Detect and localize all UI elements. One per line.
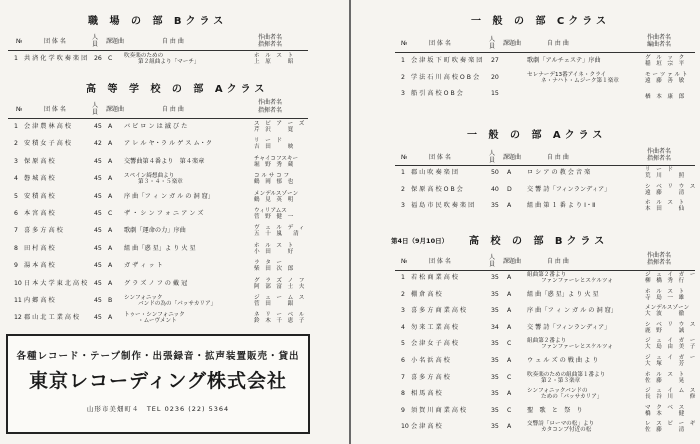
conductor-name: 菅 野 健 一 xyxy=(254,214,294,220)
group-name: 相 馬 高 校 xyxy=(411,390,442,398)
composer-name: チャイコフスキー xyxy=(254,155,299,162)
col-set-piece: 課題曲 xyxy=(106,106,125,113)
free-piece-title: ア レ ル ヤ・ラ ル ゲ ス ム・ク xyxy=(124,140,213,148)
group-name: 会 津 農 林 高 校 xyxy=(24,123,71,130)
table-row xyxy=(395,372,695,384)
group-name: 湯 本 高 校 xyxy=(24,262,55,270)
set-piece-code: A xyxy=(108,262,113,270)
free-piece-title: ガ ザ ィ ッ ト xyxy=(124,262,163,270)
conductor-name: 芹 沢 寛 xyxy=(254,127,294,133)
free-piece-title: 序 曲「フ ィ ン ガ ル の 洞 窟」 xyxy=(124,192,214,200)
table-row xyxy=(395,184,695,196)
free-piece-title: 序 曲「フ ィ ン ガ ル の 洞 窟」 xyxy=(527,307,617,315)
row-number: 3 xyxy=(401,90,405,97)
composer-name: ス ピ ア ー ズ xyxy=(254,121,305,127)
table-row xyxy=(395,421,695,433)
free-piece-title: 交響曲第４番より 第４楽章 xyxy=(124,157,205,165)
composer-name: メンデルスゾーン xyxy=(645,305,690,312)
free-piece-title: 組曲第２番より xyxy=(527,272,567,278)
row-number: 6 xyxy=(14,210,18,217)
table-row xyxy=(395,322,695,334)
row-number: 3 xyxy=(401,307,405,315)
row-number: 9 xyxy=(401,406,405,414)
col-conductor: 指揮者名 xyxy=(647,259,672,266)
row-number: 5 xyxy=(14,192,18,200)
free-piece-title: トゥー・シンフォニック xyxy=(124,312,185,319)
group-name: 喜 多 方 商 業 高 校 xyxy=(411,307,467,315)
member-count: 45 xyxy=(94,297,102,304)
table-row xyxy=(395,200,695,212)
col-set-piece: 課題曲 xyxy=(503,154,522,161)
member-count: 34 xyxy=(491,323,499,331)
member-count: 45 xyxy=(94,192,102,200)
member-count: 42 xyxy=(94,140,102,148)
free-piece-title: ウ ェ ル ズ の 戦 曲 よ り xyxy=(527,357,599,364)
free-piece-title: 吹奏楽のための組曲第１番より xyxy=(527,371,606,378)
row-number: 12 xyxy=(14,314,22,322)
row-number: 5 xyxy=(401,340,405,348)
set-piece-code: A xyxy=(108,175,113,183)
conductor-name: 遠 藤 清 xyxy=(645,189,685,196)
conductor-name: 寺 島 一 雄 xyxy=(645,294,685,301)
day-label: 第4日（9月10日） xyxy=(391,237,449,245)
table-row xyxy=(395,55,695,67)
section-title-highschool-b: 高 校 の 部 Bクラス xyxy=(469,236,609,247)
ad-company-name: 東京レコーディング株式会社 xyxy=(28,370,288,392)
row-number: 2 xyxy=(401,185,405,193)
group-name: 安 積 高 校 xyxy=(24,192,55,200)
member-count: 45 xyxy=(94,244,102,252)
member-count: 35 xyxy=(491,423,499,431)
table-row xyxy=(8,295,308,307)
composer-name: リ ー ド xyxy=(254,138,282,145)
col-no: № xyxy=(16,38,23,45)
group-name: 若 松 商 業 高 校 xyxy=(411,274,458,281)
col-count: 人員 xyxy=(92,102,99,116)
member-count: 27 xyxy=(491,57,499,64)
ad-services: 各種レコード・テープ制作・出張録音・拡声装置販売・貸出 xyxy=(16,351,300,362)
row-number: 7 xyxy=(14,227,18,235)
col-group: 団 体 名 xyxy=(44,38,66,45)
col-free-piece: 自 由 曲 xyxy=(547,154,569,161)
row-number: 2 xyxy=(401,290,405,298)
member-count: 35 xyxy=(491,340,499,348)
row-number: 4 xyxy=(14,175,18,183)
free-piece-subtitle: ファンファーレとスケルツォ xyxy=(541,344,613,351)
row-number: 1 xyxy=(401,169,405,176)
set-piece-code: A xyxy=(507,357,512,364)
ad-address: 山形市美畑町４ TEL 0236 (22) 5364 xyxy=(86,405,230,413)
free-piece-title: グ ラ ズ ノ フ の 戴 冠 xyxy=(124,279,188,287)
member-count: 35 xyxy=(491,406,499,414)
conductor-name: 佐 藤 清 xyxy=(645,427,685,434)
composer-name: ホ ル ス ト xyxy=(254,242,294,249)
col-group: 団 体 名 xyxy=(429,40,451,47)
section-title-workplace-b: 職 場 の 部 Bクラス xyxy=(88,16,228,27)
conductor-name: 鶴 見 英 明 xyxy=(254,196,294,203)
set-piece-code: D xyxy=(507,185,512,193)
table-row xyxy=(395,305,695,317)
free-piece-subtitle: ための「パッサカリア」 xyxy=(541,394,603,401)
member-count: 45 xyxy=(94,279,102,287)
composer-name: ホ ル ス ト xyxy=(645,371,685,378)
member-count: 20 xyxy=(491,73,499,81)
group-name: 須 賀 川 商 業 高 校 xyxy=(411,406,467,414)
set-piece-code: A xyxy=(507,169,512,176)
member-count: 35 xyxy=(491,274,499,281)
col-composer: 作曲者名 xyxy=(647,34,672,41)
conductor-name: 楢 本 康 郎 xyxy=(645,94,685,100)
conductor-name: 大 波 徹 xyxy=(645,311,685,318)
composer-name: ジ ェ イ ム ス xyxy=(645,388,696,395)
free-piece-title: 聖 歌 と 祭 り xyxy=(527,406,583,414)
set-piece-code: A xyxy=(507,323,512,331)
member-count: 45 xyxy=(94,210,102,217)
free-piece-title: 組 曲「惑 星」よ り 火 星 xyxy=(527,290,599,298)
composer-name: メンデルスゾーン xyxy=(254,190,299,197)
composer-name: ジ ェ イ ガ ー xyxy=(645,272,696,278)
group-name: 喜 多 方 高 校 xyxy=(411,373,450,381)
free-piece-title: ロ シ ア の 教 会 音 楽 xyxy=(527,169,591,176)
row-number: 3 xyxy=(401,202,405,209)
group-name: 日 本 大 学 東 北 高 校 xyxy=(24,279,88,287)
set-piece-code: A xyxy=(108,227,113,235)
group-name: 田 村 高 校 xyxy=(24,244,55,252)
group-name: 勿 来 工 業 高 校 xyxy=(411,323,458,331)
col-no: № xyxy=(401,258,408,265)
group-name: 郡 山 北 工 業 高 校 xyxy=(24,314,80,322)
row-number: 10 xyxy=(401,423,409,431)
table-row xyxy=(395,72,695,84)
composer-name: ジ ェ イ ガ ー xyxy=(645,338,696,345)
composer-name: コ ル サ コ フ xyxy=(254,173,290,180)
right-page xyxy=(351,0,700,444)
col-free-piece: 自 由 曲 xyxy=(547,40,569,47)
conductor-name: 五 十 嵐 清 xyxy=(254,231,299,238)
col-no: № xyxy=(401,154,408,161)
conductor-name: 柴 田 次 郎 xyxy=(254,266,294,273)
free-piece-title: 歌劇「運命の力」序曲 xyxy=(124,227,186,235)
set-piece-code: A xyxy=(507,202,512,209)
col-count: 人員 xyxy=(489,254,496,268)
conductor-name: 菅 田 銀 xyxy=(254,301,294,307)
conductor-name: 長 谷 川 修 xyxy=(645,394,696,401)
free-piece-subtitle: ネ・ナハト・ムジーク第１楽章 xyxy=(541,77,619,84)
set-piece-code: A xyxy=(507,290,512,298)
conductor-name: 鹿 野 誠 xyxy=(645,327,685,334)
group-name: 福 島 市 民 吹 奏 楽 団 xyxy=(411,202,475,209)
row-number: 4 xyxy=(401,323,405,331)
member-count: 45 xyxy=(94,175,102,183)
table-row xyxy=(8,121,308,133)
row-number: 11 xyxy=(14,297,22,304)
member-count: 45 xyxy=(94,314,102,322)
col-composer: 作曲者名 xyxy=(647,148,672,155)
header-rule xyxy=(395,52,695,53)
col-set-piece: 課題曲 xyxy=(503,40,522,47)
table-row xyxy=(8,53,308,65)
table-row xyxy=(395,338,695,350)
member-count: 45 xyxy=(94,123,102,130)
member-count: 35 xyxy=(491,202,499,209)
set-piece-code: A xyxy=(507,390,512,398)
free-piece-title: 交 響 詩「フィンランディア」 xyxy=(527,323,611,331)
conductor-name: 鶴 岡 郁 也 xyxy=(254,179,294,186)
table-row xyxy=(395,88,695,100)
conductor-name: 堀 野 秀 蔵 xyxy=(254,161,294,168)
col-free-piece: 自 由 曲 xyxy=(162,106,184,113)
col-count: 人員 xyxy=(489,150,496,164)
conductor-name: 小 田 好 xyxy=(254,248,294,255)
free-piece-title: 歌劇「アルチェステ」序曲 xyxy=(527,57,601,64)
set-piece-code: A xyxy=(108,279,113,287)
row-number: 1 xyxy=(14,123,18,130)
composer-name: ウィリアムス xyxy=(254,208,287,214)
table-row xyxy=(8,138,308,150)
free-piece-title: スペイン綺想曲より xyxy=(124,173,175,180)
free-piece-title: ザ ・ シ ン フ ォ ニ ア ン ズ xyxy=(124,210,204,217)
composer-name: ジ ェ ー ム ス xyxy=(254,295,305,301)
header-rule xyxy=(395,270,695,271)
col-group: 団 体 名 xyxy=(429,154,451,161)
group-name: 内 郷 高 校 xyxy=(24,297,55,304)
row-number: 2 xyxy=(401,73,405,81)
free-piece-title: セレナーデ13番アイネ・クライ xyxy=(527,71,607,78)
group-name: 保 原 高 校 O B 会 xyxy=(411,185,463,193)
group-name: 喜 多 方 高 校 xyxy=(24,227,63,235)
group-name: 磐 城 高 校 xyxy=(24,175,55,183)
composer-name: シ ベ リ ウ ス xyxy=(645,183,696,190)
col-conductor: 指揮者名 xyxy=(258,41,283,48)
composer-name: ホ ル ス ト xyxy=(645,288,685,295)
group-name: 会 津 高 校 xyxy=(411,423,442,431)
col-conductor: 指揮者名 xyxy=(258,107,283,114)
col-free-piece: 自 由 曲 xyxy=(162,38,184,45)
section-title-general-c: 一 般 の 部 Cクラス xyxy=(471,16,610,27)
row-number: 1 xyxy=(401,274,405,281)
set-piece-code: C xyxy=(108,55,113,62)
table-row xyxy=(395,388,695,400)
col-composer: 作曲者名 xyxy=(258,34,283,41)
free-piece-subtitle: バンドの為の「パッサカリア」 xyxy=(138,301,217,307)
set-piece-code: A xyxy=(507,307,512,315)
table-row xyxy=(8,191,308,203)
free-piece-title: 交響詩「ローマの松」より xyxy=(527,421,595,428)
conductor-name: 稲 垣 宗 平 xyxy=(645,61,685,67)
composer-name: ラ タ ー xyxy=(254,260,282,267)
col-count: 人員 xyxy=(92,34,99,48)
table-row xyxy=(8,225,308,237)
advertisement-box xyxy=(6,334,310,434)
member-count: 15 xyxy=(491,90,499,97)
row-number: 1 xyxy=(14,55,18,62)
conductor-name: 上 原 昭 xyxy=(254,59,294,65)
free-piece-subtitle: 第２・第３楽章 xyxy=(541,377,581,384)
member-count: 45 xyxy=(94,262,102,270)
col-no: № xyxy=(401,40,408,47)
table-row xyxy=(8,260,308,272)
row-number: 10 xyxy=(14,279,22,287)
header-rule xyxy=(395,165,695,166)
row-number: 3 xyxy=(14,157,18,165)
free-piece-title: シンフォニックバンドの xyxy=(527,388,588,395)
group-name: 船 引 高 校 O B 会 xyxy=(411,90,463,97)
set-piece-code: A xyxy=(108,157,113,165)
free-piece-title: 組曲第２番より xyxy=(527,338,567,345)
set-piece-code: A xyxy=(507,423,512,431)
member-count: 50 xyxy=(491,169,499,176)
table-row xyxy=(395,272,695,284)
set-piece-code: C xyxy=(507,340,512,348)
conductor-name: 遠 藤 善 敏 xyxy=(645,77,685,84)
member-count: 45 xyxy=(94,157,102,165)
col-no: № xyxy=(16,106,23,113)
col-composer: 作曲者名 xyxy=(647,252,672,259)
set-piece-code: A xyxy=(108,192,113,200)
group-name: 会 津 女 子 高 校 xyxy=(411,340,458,348)
free-piece-subtitle: 第２組曲より「マーチ」 xyxy=(138,59,200,65)
member-count: 26 xyxy=(94,55,102,62)
composer-name: マ ク ベ ス xyxy=(645,404,685,411)
conductor-name: 本 田 仙 xyxy=(645,206,685,212)
conductor-name: 荒 川 照 xyxy=(645,173,685,179)
conductor-name: 吉 田 映 xyxy=(254,144,294,151)
composer-name: レ ス ピ ー ギ xyxy=(645,421,696,428)
header-rule xyxy=(8,50,308,51)
col-count: 人員 xyxy=(489,36,496,50)
free-piece-title: 組 曲 第 １ 番 よ り Ⅰ・Ⅱ xyxy=(527,202,596,209)
conductor-name: 阿 部 富 士 夫 xyxy=(254,283,305,290)
composer-name: ネ リ ー ベ ル xyxy=(254,312,305,319)
table-row xyxy=(395,355,695,367)
group-name: 保 原 高 校 xyxy=(24,157,55,165)
conductor-name: 橋 本 健 xyxy=(645,410,685,417)
table-row xyxy=(395,167,695,179)
member-count: 35 xyxy=(491,357,499,364)
table-row xyxy=(395,289,695,301)
group-name: 郡 山 吹 奏 楽 団 xyxy=(411,169,458,176)
table-row xyxy=(8,208,308,220)
group-name: 会 津 坂 下 町 吹 奏 楽 団 xyxy=(411,57,483,64)
composer-name: ホ ル ス ト xyxy=(254,53,294,59)
composer-name: グ ル ッ ク xyxy=(645,55,685,61)
group-name: 本 宮 高 校 xyxy=(24,210,55,217)
free-piece-subtitle: 第３・４・５楽章 xyxy=(138,179,183,186)
set-piece-code: A xyxy=(108,314,113,322)
col-conductor: 指揮者名 xyxy=(647,155,672,162)
row-number: 1 xyxy=(401,57,405,64)
col-group: 団 体 名 xyxy=(44,106,66,113)
conductor-name: 大 島 由 美 子 xyxy=(645,344,696,351)
table-row xyxy=(8,173,308,185)
free-piece-title: バ ビ ロ ン は 滅 び た xyxy=(124,123,188,130)
set-piece-code: C xyxy=(108,210,113,217)
member-count: 35 xyxy=(491,307,499,315)
header-rule xyxy=(8,118,308,119)
col-arranger: 編曲者名 xyxy=(647,41,672,48)
col-set-piece: 課題曲 xyxy=(106,38,125,45)
row-number: 8 xyxy=(401,390,405,398)
set-piece-code: A xyxy=(108,123,113,130)
table-row xyxy=(8,156,308,168)
composer-name: ヴ ェ ル デ ィ xyxy=(254,225,305,232)
section-title-general-a: 一 般 の 部 Aクラス xyxy=(467,130,607,141)
group-name: 学 法 石 川 高 校 O B 会 xyxy=(411,73,480,81)
set-piece-code: C xyxy=(507,406,512,414)
col-set-piece: 課題曲 xyxy=(503,258,522,265)
section-title-highschool-a: 高 等 学 校 の 部 Aクラス xyxy=(86,84,269,95)
composer-name: グ ラ ズ ノ フ xyxy=(254,277,305,284)
row-number: 6 xyxy=(401,357,405,364)
group-name: 棚 倉 高 校 xyxy=(411,290,442,298)
table-row xyxy=(395,405,695,417)
composer-name: ジ ェ イ ガ ー xyxy=(645,355,696,361)
member-count: 40 xyxy=(491,185,499,193)
set-piece-code: A xyxy=(108,140,113,148)
row-number: 9 xyxy=(14,262,18,270)
free-piece-subtitle: カタコンブ付近の松 xyxy=(541,427,592,434)
table-row xyxy=(8,278,308,290)
group-name: 共 済 化 学 吹 奏 楽 団 xyxy=(24,55,88,62)
free-piece-title: シンフォニック xyxy=(124,295,163,301)
member-count: 35 xyxy=(491,390,499,398)
member-count: 45 xyxy=(94,227,102,235)
composer-name: リ ー ド xyxy=(645,167,673,173)
table-row xyxy=(8,243,308,255)
composer-name: モ ー ツ ァ ル ト xyxy=(645,71,688,78)
free-piece-subtitle: ・ムーヴメント xyxy=(138,318,177,325)
conductor-name: 大 塚 芳 xyxy=(645,361,685,367)
conductor-name: 佐 藤 晃 xyxy=(645,377,685,384)
group-name: 小 名 浜 高 校 xyxy=(411,357,450,364)
row-number: 7 xyxy=(401,373,405,381)
row-number: 8 xyxy=(14,244,18,252)
table-row xyxy=(8,312,308,324)
composer-name: シ ベ リ ウ ス xyxy=(645,321,696,328)
free-piece-subtitle: ファンファーレとスケルツォ xyxy=(541,278,613,284)
col-free-piece: 自 由 曲 xyxy=(547,258,569,265)
member-count: 35 xyxy=(491,373,499,381)
col-composer: 作曲者名 xyxy=(258,99,283,106)
col-group: 団 体 名 xyxy=(429,258,451,265)
group-name: 安 積 女 子 高 校 xyxy=(24,140,71,148)
free-piece-title: 吹奏楽のための xyxy=(124,53,164,59)
free-piece-title: 交 響 詩「フィンランディア」 xyxy=(527,185,611,193)
free-piece-title: 組 曲「惑 星」よ り 火 星 xyxy=(124,244,196,252)
set-piece-code: A xyxy=(108,244,113,252)
row-number: 2 xyxy=(14,140,18,148)
set-piece-code: C xyxy=(507,373,512,381)
member-count: 35 xyxy=(491,290,499,298)
conductor-name: 柳 橋 秀 行 xyxy=(645,278,685,284)
set-piece-code: B xyxy=(108,297,113,304)
conductor-name: 鈴 木 千 恵 子 xyxy=(254,318,305,325)
composer-name: ホ ル ス ト xyxy=(645,200,685,206)
set-piece-code: A xyxy=(507,274,512,281)
